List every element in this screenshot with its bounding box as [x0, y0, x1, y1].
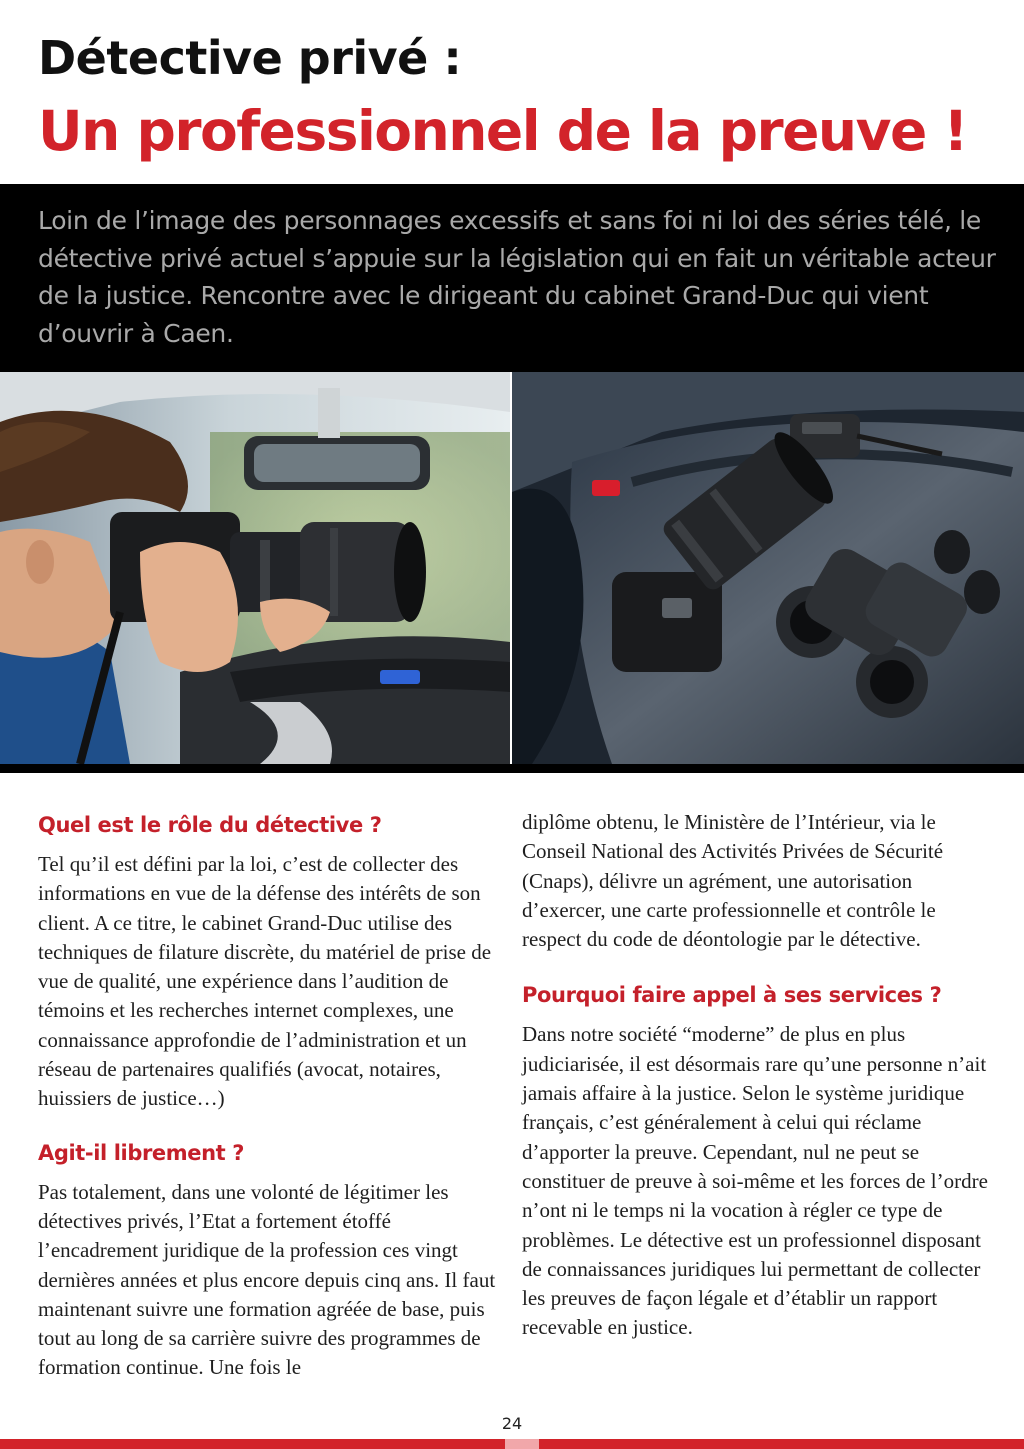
photo-equipment: [512, 372, 1024, 764]
footer-page-tab: [505, 1439, 539, 1449]
photo-photographer: [0, 372, 510, 764]
page-number: 24: [501, 1414, 523, 1433]
section-text-services: Dans notre société “moderne” de plus en plus judiciarisée, il est désormais rare qu’une personne n’ait jamais affaire à la justice. Selon le système juridique français, c’est généralement à celui qui réclame d’apporter la preuve. Cependant, nul ne peut se constituer de preuve à soi-même et les forces de l’ordre n’ont ni le temps ni la vocation à régler ce type de problèmes. Le détective est un professionnel disposant de connaissances juridiques lui permettant de collecter les preuves de façon légale et d’établir un rapport recevable en justice.: [522, 1022, 988, 1340]
section-text-role: Tel qu’il est défini par la loi, c’est de collecter des informations en vue de la défense des intérêts de son client. A ce titre, le cabinet Grand-Duc utilise des techniques de filature discrète, du matériel de prise de vue de qualité, une expérience dans l’audition de témoins et les recherches internet complexes, une connaissance approfondie de l’administration et un réseau de partenaires qualifiés (avocat, notaires, huissiers de justice…): [38, 852, 492, 1111]
section-heading-role: Quel est le rôle du détective ?: [38, 813, 382, 837]
section-heading-services: Pourquoi faire appel à ses services ?: [522, 983, 942, 1008]
column-right: [522, 808, 990, 1343]
photo-frame-bottom: [0, 764, 1024, 773]
lead-paragraph: Loin de l’image des personnages excessifs et sans foi ni loi des séries télé, le détective privé actuel s’appuie sur la législation qui en fait un véritable acteur de la justice. Rencontre avec le dirigeant du cabinet Grand-Duc qui vient d’ouvrir à Caen.: [38, 206, 996, 348]
column-left: [38, 806, 500, 1383]
title-line-2: Un professionnel de la preuve !: [38, 99, 967, 163]
section-heading-freedom: Agit-il librement ?: [38, 1140, 244, 1165]
title-line-1: Détective privé :: [38, 31, 462, 85]
section-text-freedom-continued: diplôme obtenu, le Ministère de l’Intérieur, via le Conseil National des Activités Privées de Sécurité (Cnaps), délivre un agrément, une autorisation d’exercer, une carte professionnelle et contrôle le respect du code de déontologie par le détective.: [522, 810, 944, 952]
section-text-freedom: Pas totalement, dans une volonté de légitimer les détectives privés, l’Etat a fortement étoffé l’encadrement juridique de la profession ces vingt dernières années et plus encore depuis cinq ans. Il faut maintenant suivre une formation agréée de base, puis tout au long de sa carrière suivre des programmes de formation continue. Une fois le: [38, 1179, 496, 1380]
